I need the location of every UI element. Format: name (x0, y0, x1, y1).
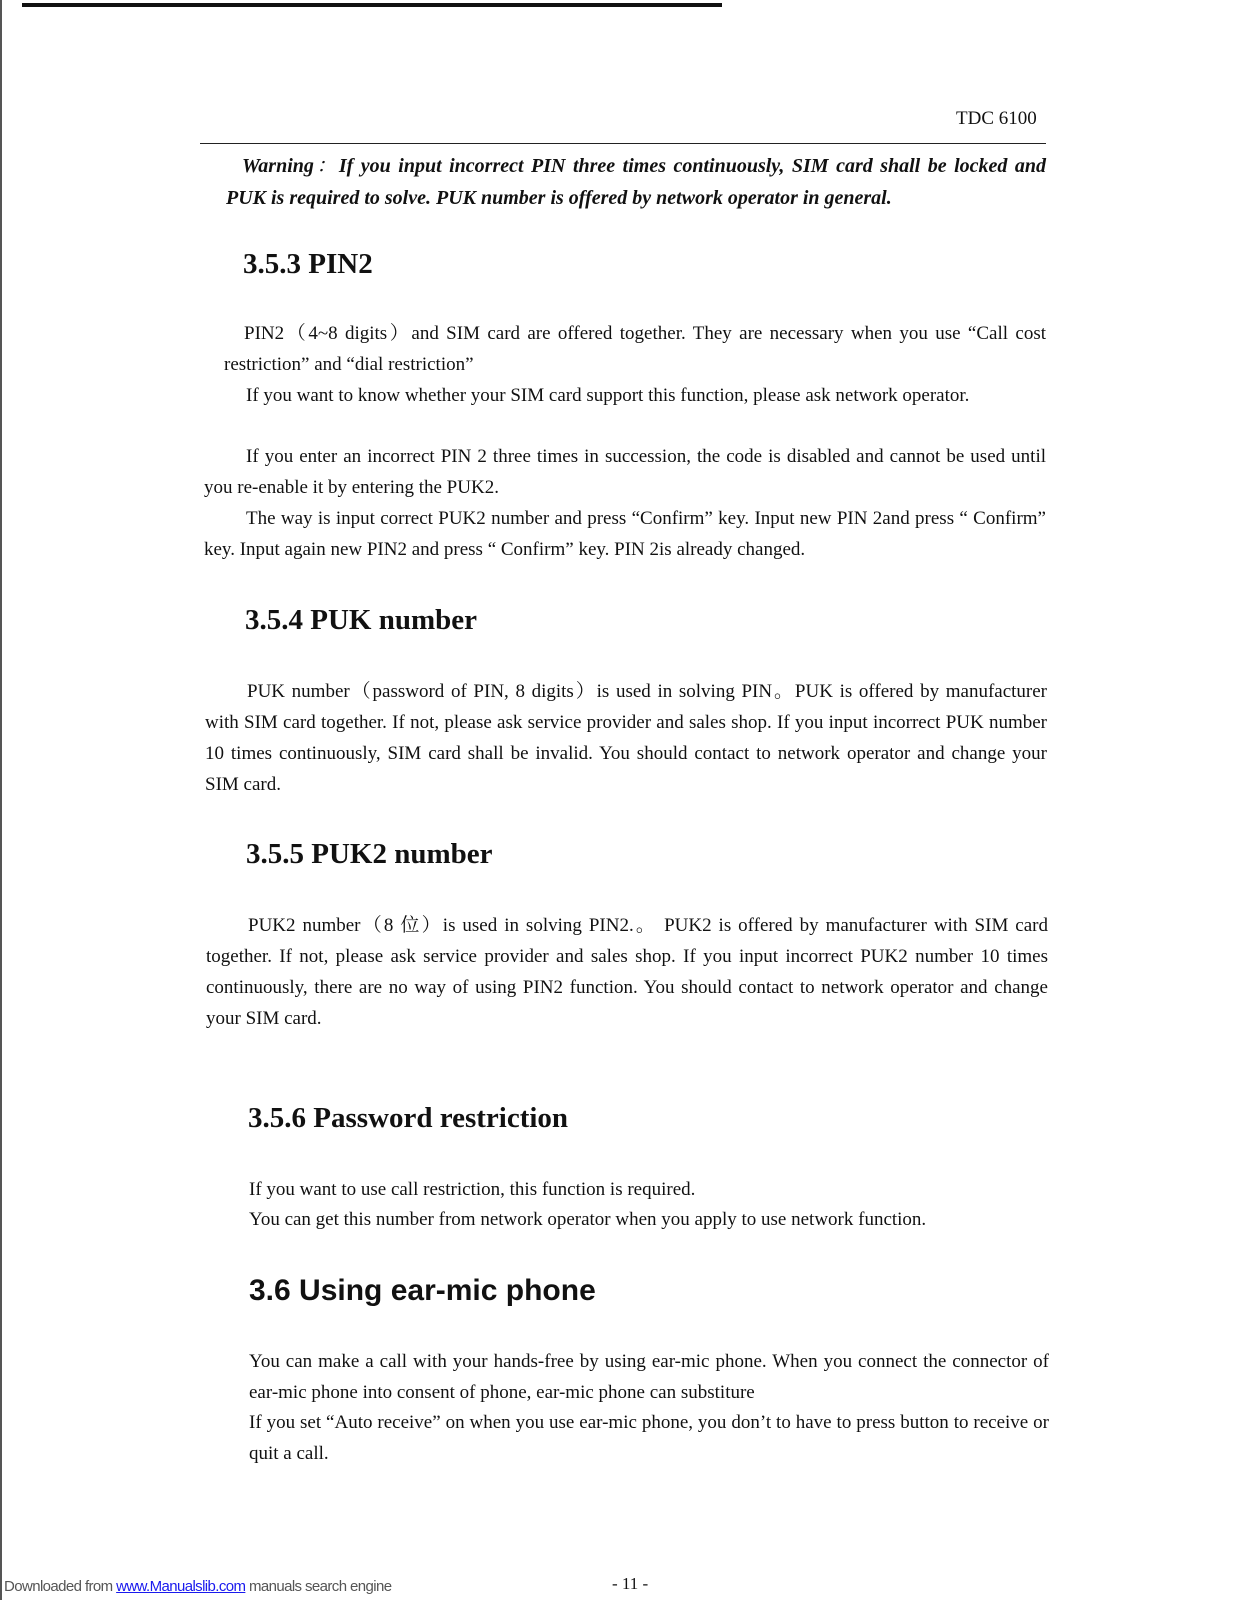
paragraph-pin2-2: If you want to know whether your SIM card support this function, please ask network operator. (246, 385, 970, 406)
section-title-puk2: 3.5.5 PUK2 number (246, 838, 493, 870)
paragraph-password-1: If you want to use call restriction, this function is required. (249, 1179, 696, 1200)
paragraph-earmic-1: You can make a call with your hands-free by using ear-mic phone. When you connect the connector of ear-mic phone into consent of phone, ear-mic phone can substiture (249, 1351, 1049, 1403)
section-title-earmic: 3.6 Using ear-mic phone (249, 1274, 596, 1307)
paragraph-puk2-1: PUK2 number（8 位）is used in solving PIN2.。 PUK2 is offered by manufacturer with SIM card together. If not, please ask service provider and sales shop. If you input incorrect PUK2 number 10 times continuously, there are no way of using PIN2 function. You should contact to network operator and change your SIM card. (206, 915, 1048, 1029)
top-rule (22, 3, 722, 7)
warning-label: Warning (242, 155, 314, 177)
document-id: TDC 6100 (956, 108, 1037, 129)
warning-paragraph (226, 150, 1046, 214)
header-divider (200, 143, 1046, 144)
section-title-password: 3.5.6 Password restriction (248, 1102, 569, 1134)
download-source-footer: Downloaded from www.Manualslib.com manuals search engine (4, 1578, 392, 1595)
manualslib-link[interactable]: www.Manualslib.com (116, 1578, 246, 1595)
paragraph-pin2-1: PIN2（4~8 digits）and SIM card are offered together. They are necessary when you use “Call cost restriction” and “dial restriction” (224, 323, 1046, 375)
paragraph-earmic-2: If you set “Auto receive” on when you use ear-mic phone, you don’t to have to press button to receive or quit a call. (249, 1412, 1049, 1464)
page-number: - 11 - (612, 1574, 649, 1593)
section-title-pin2: 3.5.3 PIN2 (243, 248, 373, 280)
warning-separator: ： (313, 155, 339, 177)
paragraph-pin2-4: The way is input correct PUK2 number and press “Confirm” key. Input new PIN 2and press “ Confirm” key. Input again new PIN2 and press “ Confirm” key. PIN 2is already changed. (204, 508, 1046, 560)
section-title-puk: 3.5.4 PUK number (245, 604, 477, 636)
paragraph-pin2-3: If you enter an incorrect PIN 2 three times in succession, the code is disabled and cannot be used until you re-enable it by entering the PUK2. (204, 446, 1046, 498)
paragraph-password-2: You can get this number from network operator when you apply to use network function. (249, 1209, 927, 1230)
warning-text: If you input incorrect PIN three times continuously, SIM card shall be locked and PUK is required to solve. PUK number is offered by network operator in general. (226, 155, 1046, 209)
paragraph-puk-1: PUK number（password of PIN, 8 digits）is used in solving PIN。PUK is offered by manufacturer with SIM card together. If not, please ask service provider and sales shop. If you input incorrect PUK number 10 times continuously, SIM card shall be invalid. You should contact to network operator and change your SIM card. (205, 681, 1047, 795)
page-edge (0, 0, 2, 1600)
